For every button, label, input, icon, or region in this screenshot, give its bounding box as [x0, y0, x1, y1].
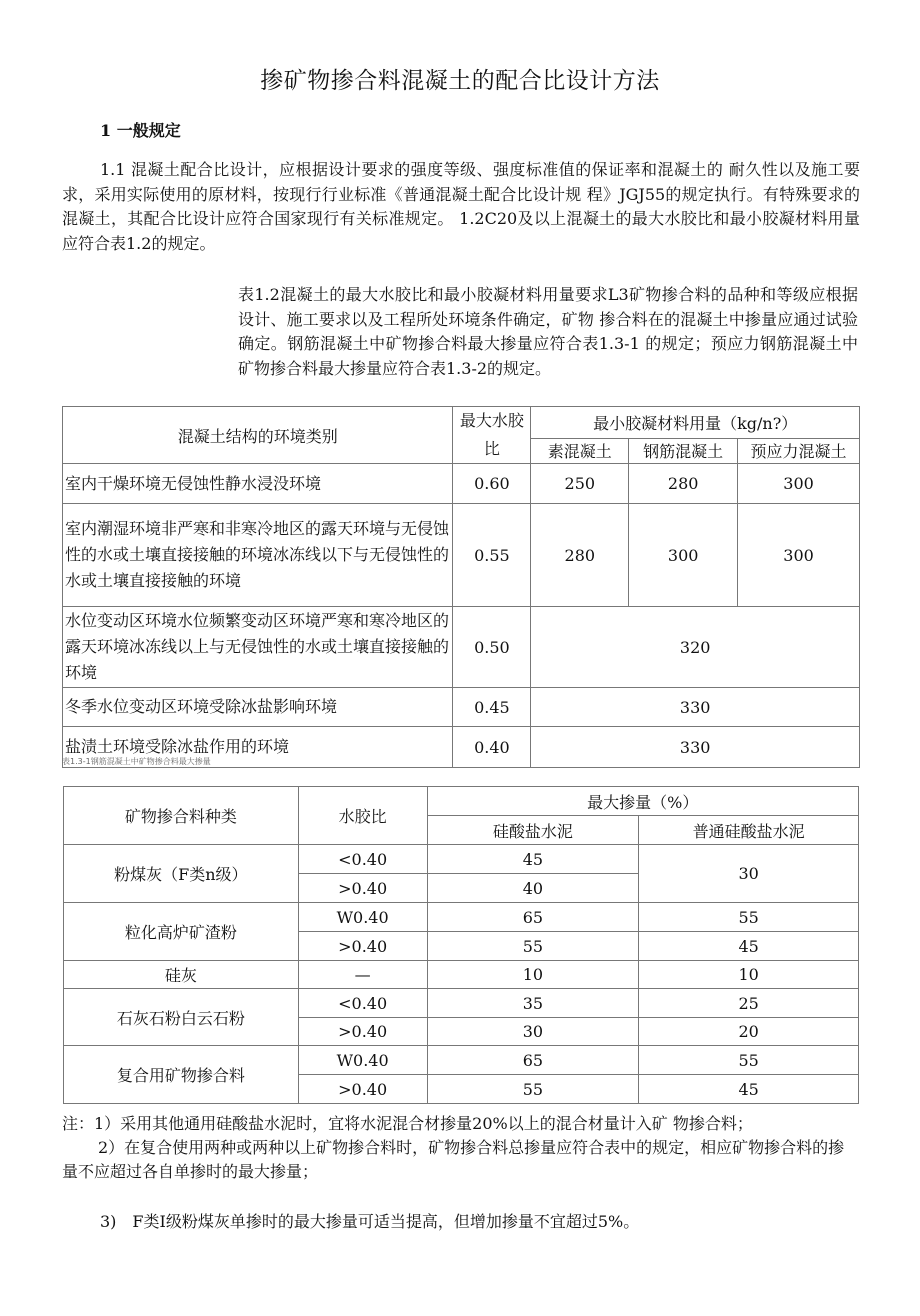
t2-wb: W0.40 — [298, 903, 427, 932]
t1-plain: 280 — [531, 504, 629, 607]
t2-psc: 30 — [427, 1018, 639, 1046]
table-1-2 — [62, 406, 860, 768]
t1-wb: 0.40 — [453, 727, 531, 768]
t1-env: 盐渍土环境受除冰盐作用的环境 — [63, 727, 453, 768]
t2-opc: 45 — [639, 1075, 859, 1104]
t2-wb: <0.40 — [298, 989, 427, 1018]
t2-psc: 55 — [427, 932, 639, 961]
section-heading: 1 一般规定 — [100, 121, 181, 140]
t1-wb: 0.50 — [453, 607, 531, 688]
t2-opc: 55 — [639, 903, 859, 932]
t1-header-wb: 最大水胶比 — [453, 407, 531, 464]
t2-wb: — — [298, 961, 427, 989]
t2-psc: 65 — [427, 1046, 639, 1075]
page-title: 掺矿物掺合料混凝土的配合比设计方法 — [260, 68, 660, 94]
t2-psc: 40 — [427, 874, 639, 903]
t1-wb: 0.45 — [453, 688, 531, 727]
t1-rc: 280 — [629, 464, 738, 504]
t2-wb: >0.40 — [298, 1075, 427, 1104]
t2-header-max: 最大掺量（%） — [427, 787, 858, 816]
t1-wb: 0.55 — [453, 504, 531, 607]
t2-wb: <0.40 — [298, 845, 427, 874]
t2-header-opc: 普通硅酸盐水泥 — [639, 816, 859, 845]
t2-wb: W0.40 — [298, 1046, 427, 1075]
t1-merged: 320 — [531, 607, 860, 688]
t1-wb: 0.60 — [453, 464, 531, 504]
table-row — [63, 504, 860, 607]
table-row — [63, 688, 860, 727]
paragraph-1: 1.1 混凝土配合比设计，应根据设计要求的强度等级、强度标准值的保证率和混凝土的 耐久性以及施工要求，采用实际使用的原材料，按现行行业标准《普通混凝土配合比设计规 程》JGJ55的规定执行。有特殊要求的混凝土，其配合比设计应符合国家现行有关标准规定。 1.2C20及以上混凝土的最大水胶比和最小胶凝材料用量应符合表1.2的规定。 — [62, 160, 860, 253]
t2-type: 粒化高炉矿渣粉 — [64, 903, 299, 961]
t1-merged: 330 — [531, 727, 860, 768]
t2-psc: 35 — [427, 989, 639, 1018]
t2-type: 硅灰 — [64, 961, 299, 989]
t1-header-env: 混凝土结构的环境类别 — [63, 407, 453, 464]
t1-pc: 300 — [738, 504, 860, 607]
t1-header-plain: 素混凝土 — [531, 438, 629, 463]
paragraph-2: 表1.2混凝土的最大水胶比和最小胶凝材料用量要求L3矿物掺合料的品种和等级应根据设计、施工要求以及工程所处环境条件确定，矿物 掺合料在的混凝土中掺量应通过试验确定。钢筋混凝土中矿物掺合料最大掺量应符合表1.3-1 的规定；预应力钢筋混凝土中矿物掺合料最大掺量应符合表1.3-2的规定。 — [238, 285, 858, 378]
table-2-caption: 表1.3-1钢筋混凝土中矿物掺合料最大掺量 — [62, 757, 211, 766]
table-row — [63, 607, 860, 688]
t1-header-rc: 钢筋混凝土 — [629, 438, 738, 463]
t2-wb: >0.40 — [298, 932, 427, 961]
t2-wb: >0.40 — [298, 874, 427, 903]
t1-env: 冬季水位变动区环境受除冰盐影响环境 — [63, 688, 453, 727]
t2-opc: 20 — [639, 1018, 859, 1046]
t2-type: 石灰石粉白云石粉 — [64, 989, 299, 1046]
t1-env: 室内潮湿环境非严寒和非寒冷地区的露天环境与无侵蚀性的水或土壤直接接触的环境冰冻线以下与无侵蚀性的水或土壤直接接触的环境 — [63, 504, 453, 607]
t2-psc: 55 — [427, 1075, 639, 1104]
note-2: 2）在复合使用两种或两种以上矿物掺合料时，矿物掺合料总掺量应符合表中的规定，相应矿物掺合料的掺量不应超过各自单掺时的最大掺量； — [62, 1138, 845, 1181]
t1-rc: 300 — [629, 504, 738, 607]
t1-env: 室内干燥环境无侵蚀性静水浸没环境 — [63, 464, 453, 504]
t2-type: 粉煤灰（F类n级） — [64, 845, 299, 903]
table-row — [63, 464, 860, 504]
note-3: 3) F类I级粉煤灰单掺时的最大掺量可适当提高，但增加掺量不宜超过5%。 — [100, 1212, 640, 1231]
t2-opc: 25 — [639, 989, 859, 1018]
t1-plain: 250 — [531, 464, 629, 504]
t1-pc: 300 — [738, 464, 860, 504]
t1-header-pc: 预应力混凝土 — [738, 438, 860, 463]
t2-type: 复合用矿物掺合料 — [64, 1046, 299, 1104]
t1-header-min: 最小胶凝材料用量（kg/n?） — [531, 407, 860, 439]
t2-wb: >0.40 — [298, 1018, 427, 1046]
t2-header-psc: 硅酸盐水泥 — [427, 816, 639, 845]
table-1-3-1 — [63, 786, 859, 1104]
t2-header-type: 矿物掺合料种类 — [64, 787, 299, 845]
t1-merged: 330 — [531, 688, 860, 727]
t2-opc: 55 — [639, 1046, 859, 1075]
t2-psc: 10 — [427, 961, 639, 989]
note-1: 注：1）采用其他通用硅酸盐水泥时，宜将水泥混合材掺量20%以上的混合材量计入矿 物掺合料； — [62, 1114, 753, 1133]
t2-opc: 30 — [639, 845, 859, 903]
t2-opc: 45 — [639, 932, 859, 961]
t2-psc: 65 — [427, 903, 639, 932]
t1-env: 水位变动区环境水位频繁变动区环境严寒和寒冷地区的露天环境冰冻线以上与无侵蚀性的水或土壤直接接触的环境 — [63, 607, 453, 688]
t2-opc: 10 — [639, 961, 859, 989]
t2-psc: 45 — [427, 845, 639, 874]
t2-header-wb: 水胶比 — [298, 787, 427, 845]
